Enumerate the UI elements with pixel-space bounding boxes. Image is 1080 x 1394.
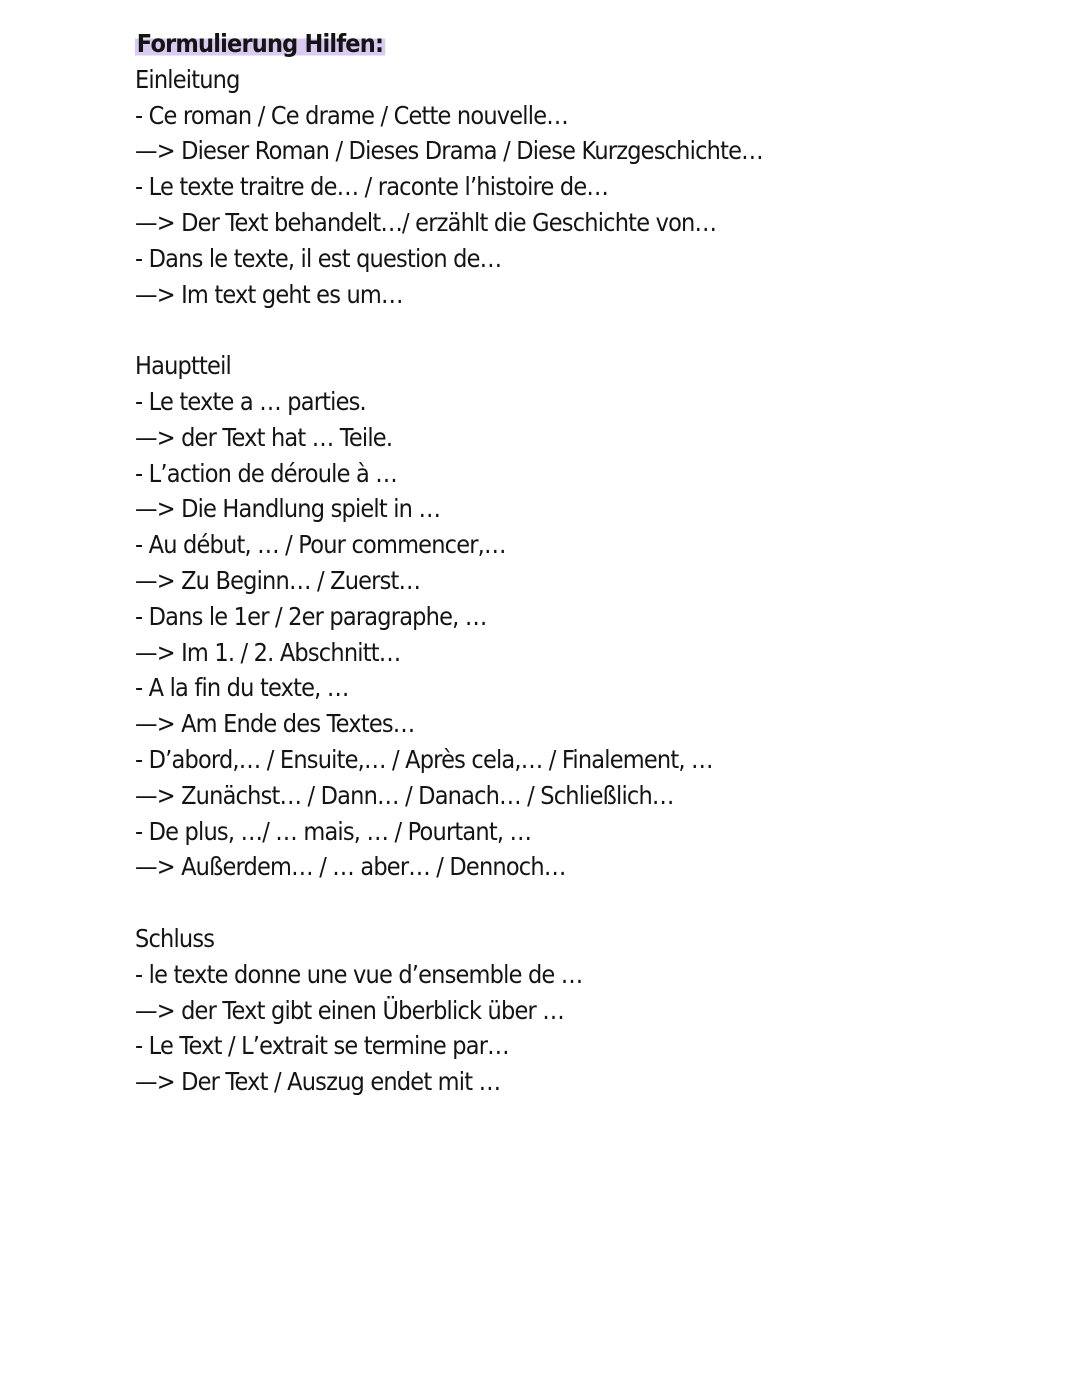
list-item: —> der Text hat … Teile. — [135, 422, 393, 452]
section-heading-hauptteil: Hauptteil — [135, 351, 231, 381]
list-item: —> Im 1. / 2. Abschnitt… — [135, 637, 401, 667]
title-line — [135, 26, 945, 62]
notes-page — [135, 26, 945, 1100]
list-item: - L’action de déroule à … — [135, 458, 397, 488]
list-item: - Le texte a … parties. — [135, 386, 366, 416]
list-item: —> Dieser Roman / Dieses Drama / Diese Kurzgeschichte… — [135, 136, 763, 166]
list-item: —> Die Handlung spielt in … — [135, 494, 441, 524]
page-title: Formulierung Hilfen: — [135, 26, 385, 62]
section-heading-schluss: Schluss — [135, 923, 215, 953]
list-item: - Le texte traitre de… / raconte l’histoire de… — [135, 172, 609, 202]
list-item: —> der Text gibt einen Überblick über … — [135, 995, 564, 1025]
list-item: —> Zunächst… / Dann… / Danach… / Schließlich… — [135, 780, 674, 810]
list-item: - Dans le 1er / 2er paragraphe, … — [135, 601, 487, 631]
list-item: - le texte donne une vue d’ensemble de … — [135, 959, 583, 989]
list-item: - Ce roman / Ce drame / Cette nouvelle… — [135, 100, 568, 130]
list-item: - De plus, …/ … mais, … / Pourtant, … — [135, 816, 532, 846]
list-item: - Au début, … / Pour commencer,… — [135, 530, 506, 560]
list-item: —> Zu Beginn… / Zuerst… — [135, 565, 421, 595]
list-item: —> Außerdem… / … aber… / Dennoch… — [135, 852, 566, 882]
list-item: —> Der Text / Auszug endet mit … — [135, 1067, 501, 1097]
list-item: - Le Text / L’extrait se termine par… — [135, 1031, 509, 1061]
list-item: —> Im text geht es um… — [135, 279, 403, 309]
list-item: - A la fin du texte, … — [135, 673, 349, 703]
list-item: - D’abord,… / Ensuite,… / Après cela,… / Finalement, … — [135, 744, 713, 774]
section-spacer — [135, 312, 945, 348]
list-item: —> Der Text behandelt…/ erzählt die Geschichte von… — [135, 207, 717, 237]
list-item: —> Am Ende des Textes… — [135, 709, 415, 739]
section-spacer — [135, 885, 945, 921]
list-item: - Dans le texte, il est question de… — [135, 243, 502, 273]
section-heading-einleitung: Einleitung — [135, 64, 240, 94]
